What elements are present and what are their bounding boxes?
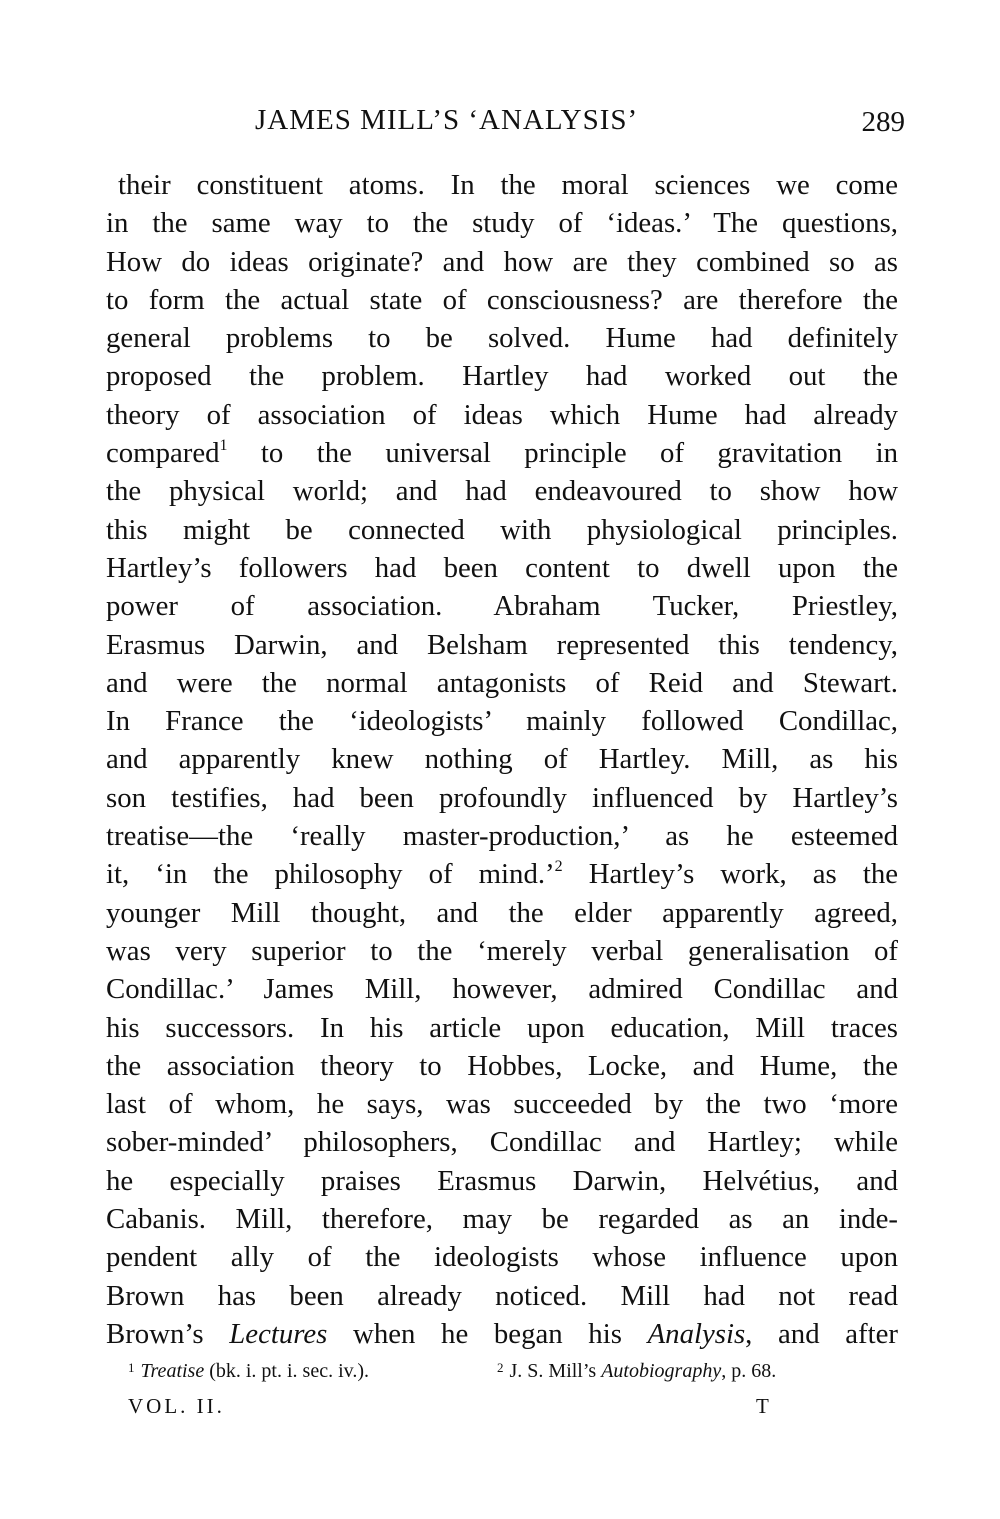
italic-title: Lectures	[229, 1317, 328, 1350]
text-fragment: when he began his	[327, 1317, 648, 1350]
text-line-with-footnote-ref	[106, 434, 898, 472]
text-line: Condillac.’ James Mill, however, admired Condillac and	[106, 973, 898, 1006]
text-line-with-italics	[106, 1315, 898, 1353]
text-line: general problems to be solved. Hume had definitely	[106, 322, 898, 355]
text-line: son testifies, had been profoundly influenced by Hartley’s	[106, 781, 898, 814]
text-line: How do ideas originate? and how are they combined so as	[106, 245, 898, 278]
text-line: pendent ally of the ideologists whose influence upon	[106, 1241, 898, 1274]
text-line: Erasmus Darwin, and Belsham represented this tendency,	[106, 628, 898, 661]
text-fragment: Brown’s	[106, 1317, 204, 1350]
text-line: treatise—the ‘really master-production,’ as he esteemed	[106, 820, 898, 853]
text-line: in the same way to the study of ‘ideas.’ The questions,	[106, 207, 898, 240]
footnote-mark: 1	[128, 1360, 135, 1375]
text-line: sober-minded’ philosophers, Condillac and Hartley; while	[106, 1126, 898, 1159]
text-line: last of whom, he says, was succeeded by the two ‘more	[106, 1088, 898, 1121]
italic-title: Analysis	[647, 1317, 746, 1350]
text-fragment: compared	[106, 437, 220, 470]
text-fragment: , and after	[745, 1317, 899, 1350]
text-line: and were the normal antagonists of Reid and Stewart.	[106, 666, 898, 699]
page-number: 289	[861, 106, 905, 138]
text-line: the association theory to Hobbes, Locke, and Hume, the	[106, 1049, 898, 1082]
running-title: JAMES MILL’S ‘ANALYSIS’	[255, 104, 639, 136]
footnote-2	[497, 1360, 776, 1383]
text-line: In France the ‘ideologists’ mainly followed Condillac,	[106, 705, 898, 738]
text-line: theory of association of ideas which Hume had already	[106, 398, 898, 431]
text-line: the physical world; and had endeavoured to show how	[106, 475, 898, 508]
text-fragment: it, ‘in the philosophy of mind.’	[106, 858, 555, 891]
footnote-title: Autobiography	[601, 1360, 722, 1382]
footnote-text: (bk. i. pt. i. sec. iv.).	[204, 1360, 370, 1382]
text-line-with-footnote-ref	[106, 855, 898, 893]
text-line: power of association. Abraham Tucker, Priestley,	[106, 590, 898, 623]
text-line: this might be connected with physiological principles.	[106, 513, 898, 546]
text-fragment: Hartley’s work, as the	[562, 858, 899, 891]
signature-mark: T	[756, 1394, 772, 1418]
text-line: Brown has been already noticed. Mill had not read	[106, 1279, 898, 1312]
text-line: he especially praises Erasmus Darwin, Helvétius, and	[106, 1164, 898, 1197]
text-line: was very superior to the ‘merely verbal generalisation of	[106, 934, 898, 967]
footnote-title: Treatise	[140, 1360, 205, 1382]
text-line: and apparently knew nothing of Hartley. Mill, as his	[106, 743, 898, 776]
text-line: younger Mill thought, and the elder apparently agreed,	[106, 896, 898, 929]
signature-line	[128, 1394, 778, 1424]
volume-label: VOL. II.	[128, 1394, 225, 1418]
text-line: Cabanis. Mill, therefore, may be regarded as an inde-	[106, 1203, 898, 1236]
footnotes	[128, 1360, 868, 1390]
footnote-mark: 2	[497, 1360, 504, 1375]
text-line: Hartley’s followers had been content to dwell upon the	[106, 551, 898, 584]
footnote-text: J. S. Mill’s	[509, 1360, 602, 1382]
body-text	[106, 166, 898, 1353]
text-line: proposed the problem. Hartley had worked out the	[106, 360, 898, 393]
footnote-ref-2: 2	[554, 858, 563, 876]
footnote-ref-1: 1	[219, 437, 228, 455]
text-line: their constituent atoms. In the moral sciences we come	[118, 169, 898, 201]
text-line: his successors. In his article upon education, Mill traces	[106, 1011, 898, 1044]
footnote-1	[128, 1360, 369, 1383]
text-fragment: to the universal principle of gravitation in	[227, 437, 898, 470]
footnote-text: , p. 68.	[721, 1360, 777, 1382]
page-header	[255, 104, 905, 144]
text-line: to form the actual state of consciousness? are therefore the	[106, 283, 898, 316]
